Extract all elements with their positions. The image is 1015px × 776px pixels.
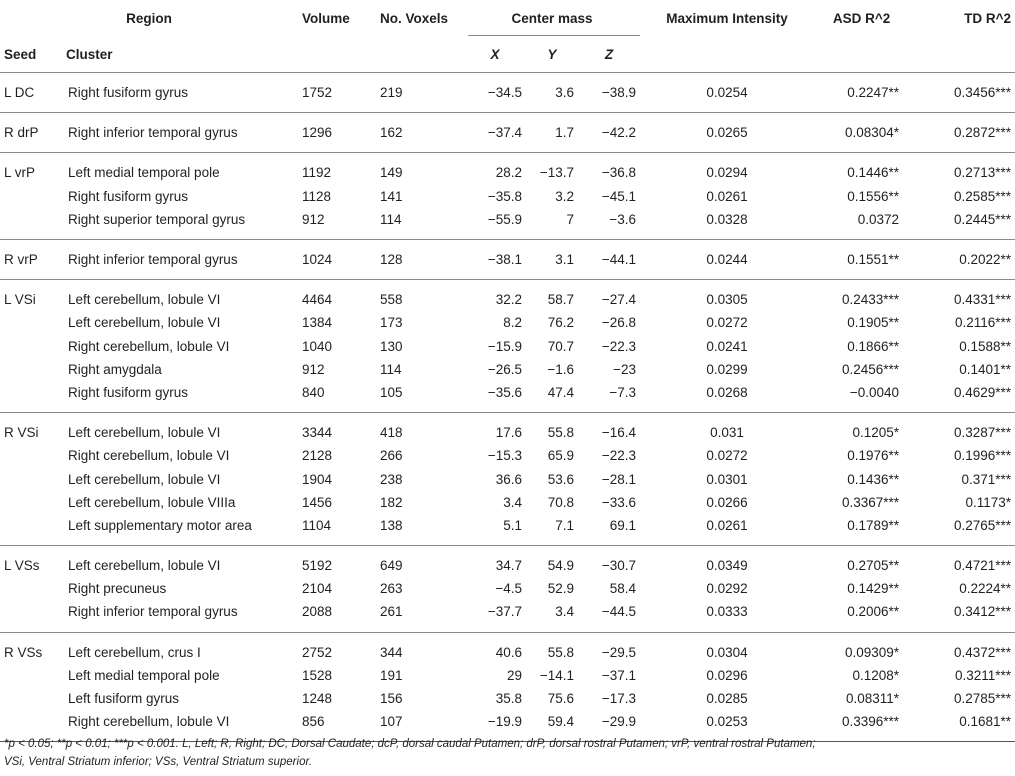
cell-max-intensity: 0.0241 (706, 338, 748, 354)
table-row (0, 311, 1015, 334)
cell-cluster: Right inferior temporal gyrus (68, 252, 238, 268)
cell-seed: R drP (4, 125, 39, 141)
cell-asd-r2: 0.2705** (847, 558, 900, 574)
cell-volume: 912 (302, 361, 325, 377)
cell-max-intensity: 0.0349 (706, 558, 748, 574)
cell-max-intensity: 0.0244 (706, 252, 748, 268)
cell-cluster: Left cerebellum, lobule VI (68, 471, 221, 487)
cell-voxels: 138 (380, 517, 403, 533)
cell-z: −37.1 (601, 667, 637, 683)
cell-asd-r2: 0.1205* (852, 425, 900, 441)
table-row (0, 577, 1015, 600)
cell-seed (0, 600, 62, 632)
cell-y: −14.1 (539, 667, 574, 683)
cell-td-r2: 0.2022** (959, 252, 1012, 268)
cell-td-r2: 0.2713*** (953, 165, 1012, 181)
cell-x: −4.5 (495, 581, 522, 597)
cell-volume: 1904 (302, 471, 333, 487)
cell-max-intensity: 0.0253 (706, 714, 748, 730)
cell-td-r2: 0.1681** (959, 714, 1012, 730)
cell-td-r2: 0.2585*** (953, 188, 1012, 204)
cell-voxels: 156 (380, 691, 403, 707)
cell-td-r2: 0.1173* (965, 494, 1012, 510)
cell-voxels: 114 (380, 211, 402, 227)
cell-cluster: Left cerebellum, lobule VI (68, 558, 221, 574)
cell-y: −1.6 (547, 361, 574, 377)
cell-y: 58.7 (547, 292, 574, 308)
cell-voxels: 191 (380, 667, 403, 683)
cell-td-r2: 0.3287*** (953, 425, 1012, 441)
cell-cluster: Right inferior temporal gyrus (68, 125, 238, 141)
cell-max-intensity: 0.0299 (706, 361, 748, 377)
cell-asd-r2: 0.1429** (847, 581, 900, 597)
cell-cluster: Right inferior temporal gyrus (68, 604, 238, 620)
cell-asd-r2: 0.1208* (852, 667, 900, 683)
cell-voxels: 219 (380, 85, 403, 101)
cell-td-r2: 0.1401** (959, 361, 1012, 377)
cell-volume: 1528 (302, 667, 333, 683)
cell-cluster: Left cerebellum, lobule VI (68, 292, 221, 308)
table-row (0, 600, 1015, 632)
cell-asd-r2: 0.0372 (857, 211, 900, 227)
cell-voxels: 263 (380, 581, 403, 597)
header-asd: ASD R^2 (832, 10, 891, 26)
cell-y: 55.8 (547, 644, 574, 660)
cell-x: −37.4 (487, 125, 522, 141)
cell-seed (0, 335, 62, 358)
cell-volume: 1192 (302, 165, 332, 181)
cell-td-r2: 0.3412*** (953, 604, 1012, 620)
cell-z: −38.9 (601, 85, 637, 101)
cell-cluster: Left cerebellum, lobule VI (68, 315, 221, 331)
cell-max-intensity: 0.0328 (706, 211, 748, 227)
cell-volume: 1024 (302, 252, 333, 268)
cell-td-r2: 0.4331*** (953, 292, 1012, 308)
cell-td-r2: 0.4372*** (953, 644, 1012, 660)
cell-volume: 1104 (302, 517, 332, 533)
table-row (0, 185, 1015, 208)
cell-z: −26.8 (601, 315, 637, 331)
cell-cluster: Right fusiform gyrus (68, 188, 189, 204)
cell-max-intensity: 0.0261 (706, 517, 748, 533)
cell-cluster: Left fusiform gyrus (68, 691, 180, 707)
cell-asd-r2: 0.2456*** (841, 361, 900, 377)
cell-volume: 1248 (302, 691, 333, 707)
cell-voxels: 105 (380, 384, 403, 400)
cell-seed (0, 514, 62, 546)
table-footnote (4, 735, 1009, 771)
cell-y: 53.6 (547, 471, 574, 487)
table-row (0, 113, 1015, 153)
cell-seed (0, 491, 62, 514)
header-x: X (490, 46, 500, 62)
cell-asd-r2: 0.1556** (847, 188, 900, 204)
cell-volume: 5192 (302, 558, 333, 574)
cell-volume: 912 (302, 211, 325, 227)
cell-td-r2: 0.4629*** (953, 384, 1012, 400)
cell-volume: 2104 (302, 581, 333, 597)
cell-max-intensity: 0.0333 (706, 604, 748, 620)
cell-z: −45.1 (601, 188, 637, 204)
cell-x: −35.6 (487, 384, 522, 400)
cell-max-intensity: 0.0292 (706, 581, 748, 597)
header-max-intensity: Maximum Intensity (666, 10, 788, 26)
cell-cluster: Left medial temporal pole (68, 165, 220, 181)
cell-y: 1.7 (555, 125, 574, 141)
cell-asd-r2: 0.08304* (844, 125, 900, 141)
cell-x: 40.6 (495, 644, 522, 660)
cell-z: −22.3 (601, 448, 637, 464)
cell-cluster: Left cerebellum, lobule VIIIa (68, 494, 236, 510)
cell-asd-r2: 0.2006** (847, 604, 900, 620)
cell-voxels: 418 (380, 425, 403, 441)
cell-y: 7 (566, 211, 574, 227)
cell-td-r2: 0.2116*** (954, 315, 1012, 331)
header-seed: Seed (4, 46, 37, 62)
footnote-line-2: VSi, Ventral Striatum inferior; VSs, Ventral Striatum superior. (4, 756, 313, 768)
cell-asd-r2: 0.1446** (847, 165, 900, 181)
cell-seed (0, 444, 62, 467)
table-row (0, 280, 1015, 312)
cell-y: 3.1 (555, 252, 574, 268)
cell-z: −7.3 (609, 384, 637, 400)
table-row (0, 358, 1015, 381)
cell-x: 34.7 (495, 558, 522, 574)
cell-asd-r2: 0.09309* (844, 644, 900, 660)
table-row (0, 444, 1015, 467)
table-row (0, 335, 1015, 358)
cell-x: 36.6 (495, 471, 522, 487)
cell-x: −34.5 (487, 85, 522, 101)
cell-max-intensity: 0.0265 (706, 125, 748, 141)
cell-voxels: 141 (380, 188, 403, 204)
cell-asd-r2: 0.1905** (847, 315, 900, 331)
cell-y: 70.8 (547, 494, 574, 510)
cell-seed (0, 358, 62, 381)
cell-z: −44.5 (601, 604, 637, 620)
cell-x: −15.9 (487, 338, 522, 354)
cell-asd-r2: 0.3396*** (841, 714, 900, 730)
cell-z: −17.3 (601, 691, 637, 707)
cell-volume: 1296 (302, 125, 333, 141)
cell-seed: L VSs (4, 558, 40, 574)
cell-z: −42.2 (601, 125, 637, 141)
cell-seed (0, 208, 62, 240)
cell-x: 5.1 (503, 517, 522, 533)
cell-y: 52.9 (547, 581, 574, 597)
cell-max-intensity: 0.0294 (706, 165, 748, 181)
cell-y: 7.1 (555, 517, 574, 533)
cell-cluster: Right cerebellum, lobule VI (68, 714, 230, 730)
cell-td-r2: 0.3211*** (954, 667, 1012, 683)
cell-cluster: Right precuneus (68, 581, 167, 597)
table-row (0, 239, 1015, 279)
table-row (0, 467, 1015, 490)
cell-volume: 2088 (302, 604, 333, 620)
cell-td-r2: 0.371*** (961, 471, 1012, 487)
cell-max-intensity: 0.0285 (706, 691, 748, 707)
cell-z: −3.6 (609, 211, 637, 227)
cell-z: −23 (613, 361, 637, 377)
table-row (0, 687, 1015, 710)
cell-y: 76.2 (547, 315, 574, 331)
table-row (0, 73, 1015, 113)
header-z: Z (604, 46, 614, 62)
cell-x: −26.5 (487, 361, 522, 377)
header-volume: Volume (302, 10, 350, 26)
cell-volume: 1752 (302, 85, 333, 101)
cell-z: −16.4 (601, 425, 637, 441)
table-row (0, 546, 1015, 578)
cell-cluster: Right cerebellum, lobule VI (68, 338, 230, 354)
table-body (0, 73, 1015, 742)
cell-max-intensity: 0.0261 (706, 188, 748, 204)
cell-max-intensity: 0.0305 (706, 292, 748, 308)
cell-max-intensity: 0.0304 (706, 644, 748, 660)
cell-cluster: Left cerebellum, lobule VI (68, 425, 221, 441)
cell-y: 55.8 (547, 425, 574, 441)
cell-voxels: 130 (380, 338, 403, 354)
table-row (0, 514, 1015, 546)
cell-voxels: 558 (380, 292, 403, 308)
cell-asd-r2: −0.0040 (849, 384, 900, 400)
cell-max-intensity: 0.0272 (706, 315, 748, 331)
cell-voxels: 261 (380, 604, 403, 620)
cell-max-intensity: 0.0268 (706, 384, 748, 400)
footnote-line-1: *p < 0.05; **p < 0.01; ***p < 0.001. L, Left; R, Right; DC, Dorsal Caudate; dcP, dorsal caudal Putamen; drP, dorsal rostral Putamen; vrP, ventral rostral Putamen; (4, 738, 816, 750)
cell-volume: 1456 (302, 494, 333, 510)
cell-z: −36.8 (601, 165, 637, 181)
cell-z: −33.6 (601, 494, 637, 510)
cell-z: −22.3 (601, 338, 637, 354)
cell-voxels: 162 (380, 125, 403, 141)
cell-y: 54.9 (547, 558, 574, 574)
cell-x: −37.7 (487, 604, 522, 620)
cell-x: 8.2 (503, 315, 522, 331)
cell-volume: 1384 (302, 315, 333, 331)
cell-max-intensity: 0.0296 (706, 667, 748, 683)
cell-seed: R VSi (4, 425, 39, 441)
cell-seed (0, 467, 62, 490)
cell-asd-r2: 0.2433*** (841, 292, 900, 308)
cell-x: 3.4 (503, 494, 522, 510)
cell-asd-r2: 0.2247** (847, 85, 900, 101)
cell-voxels: 182 (380, 494, 403, 510)
table-row (0, 381, 1015, 413)
cell-y: 47.4 (547, 384, 574, 400)
cell-z: 69.1 (609, 517, 637, 533)
cell-y: 59.4 (547, 714, 574, 730)
cell-seed (0, 381, 62, 413)
cell-max-intensity: 0.0266 (706, 494, 748, 510)
cell-z: −30.7 (601, 558, 637, 574)
cell-x: 29 (506, 667, 522, 683)
cell-z: −29.5 (601, 644, 637, 660)
cell-voxels: 344 (380, 644, 403, 660)
cell-td-r2: 0.1996*** (953, 448, 1012, 464)
cell-seed: R vrP (4, 252, 38, 268)
cell-volume: 2752 (302, 644, 333, 660)
cell-x: −19.9 (487, 714, 522, 730)
cell-y: 70.7 (547, 338, 574, 354)
table-header (0, 0, 1015, 73)
cell-volume: 1040 (302, 338, 333, 354)
cell-x: 28.2 (495, 165, 522, 181)
cell-asd-r2: 0.1551** (847, 252, 900, 268)
cell-voxels: 114 (380, 361, 402, 377)
cell-volume: 856 (302, 714, 325, 730)
header-region: Region (126, 10, 172, 26)
cell-seed (0, 687, 62, 710)
cell-max-intensity: 0.0272 (706, 448, 748, 464)
cell-td-r2: 0.2872*** (953, 125, 1012, 141)
cell-max-intensity: 0.0301 (706, 471, 748, 487)
cell-seed: R VSs (4, 644, 43, 660)
cell-td-r2: 0.3456*** (953, 85, 1012, 101)
cell-z: −27.4 (601, 292, 637, 308)
cell-seed: L vrP (4, 165, 36, 181)
cell-td-r2: 0.2224** (959, 581, 1012, 597)
cell-seed (0, 577, 62, 600)
cell-td-r2: 0.2765*** (953, 517, 1012, 533)
cell-voxels: 107 (380, 714, 403, 730)
cell-cluster: Right amygdala (68, 361, 162, 377)
cell-seed: L DC (4, 85, 35, 101)
cell-cluster: Right superior temporal gyrus (68, 211, 246, 227)
cell-voxels: 173 (380, 315, 403, 331)
cell-volume: 1128 (302, 188, 332, 204)
cell-asd-r2: 0.08311* (845, 691, 900, 707)
cell-cluster: Right cerebellum, lobule VI (68, 448, 230, 464)
cell-td-r2: 0.2785*** (953, 691, 1012, 707)
cell-asd-r2: 0.3367*** (841, 494, 900, 510)
cell-y: −13.7 (539, 165, 574, 181)
header-cluster: Cluster (66, 46, 113, 62)
cell-asd-r2: 0.1866** (847, 338, 900, 354)
cell-cluster: Right fusiform gyrus (68, 384, 189, 400)
header-center-mass: Center mass (511, 10, 593, 26)
cell-cluster: Left cerebellum, crus I (68, 644, 201, 660)
cell-seed (0, 664, 62, 687)
table-row (0, 413, 1015, 445)
cell-asd-r2: 0.1436** (847, 471, 900, 487)
cell-asd-r2: 0.1976** (847, 448, 900, 464)
cell-cluster: Right fusiform gyrus (68, 85, 189, 101)
cell-asd-r2: 0.1789** (847, 517, 900, 533)
table-row (0, 632, 1015, 664)
cell-z: 58.4 (609, 581, 637, 597)
cell-voxels: 149 (380, 165, 403, 181)
cell-volume: 3344 (302, 425, 333, 441)
cell-voxels: 266 (380, 448, 403, 464)
cell-max-intensity: 0.0254 (706, 85, 748, 101)
cell-td-r2: 0.1588** (959, 338, 1012, 354)
cell-x: −38.1 (487, 252, 522, 268)
cell-x: −15.3 (487, 448, 522, 464)
cell-volume: 2128 (302, 448, 333, 464)
cell-td-r2: 0.4721*** (953, 558, 1012, 574)
cell-x: 32.2 (495, 292, 522, 308)
header-y: Y (547, 46, 557, 62)
cell-td-r2: 0.2445*** (953, 211, 1012, 227)
cell-z: −44.1 (601, 252, 637, 268)
cell-max-intensity: 0.031 (710, 425, 744, 441)
cell-voxels: 238 (380, 471, 403, 487)
cell-cluster: Left medial temporal pole (68, 667, 220, 683)
cell-volume: 4464 (302, 292, 333, 308)
cell-y: 3.4 (555, 604, 574, 620)
cell-y: 65.9 (547, 448, 574, 464)
table-row (0, 208, 1015, 240)
cell-seed: L VSi (4, 292, 36, 308)
cell-x: −55.9 (487, 211, 522, 227)
cell-voxels: 128 (380, 252, 403, 268)
table-row (0, 664, 1015, 687)
cell-x: 35.8 (495, 691, 522, 707)
cell-seed (0, 185, 62, 208)
header-voxels: No. Voxels (380, 10, 449, 26)
cell-y: 75.6 (547, 691, 574, 707)
cell-z: −29.9 (601, 714, 637, 730)
cell-volume: 840 (302, 384, 325, 400)
cell-voxels: 649 (380, 558, 403, 574)
cell-x: −35.8 (487, 188, 522, 204)
table-row (0, 491, 1015, 514)
cell-x: 17.6 (495, 425, 522, 441)
header-td: TD R^2 (964, 10, 1012, 26)
cell-y: 3.6 (555, 85, 574, 101)
table-row (0, 153, 1015, 185)
cell-z: −28.1 (601, 471, 637, 487)
cell-seed (0, 311, 62, 334)
cell-cluster: Left supplementary motor area (68, 517, 252, 533)
cell-y: 3.2 (555, 188, 574, 204)
